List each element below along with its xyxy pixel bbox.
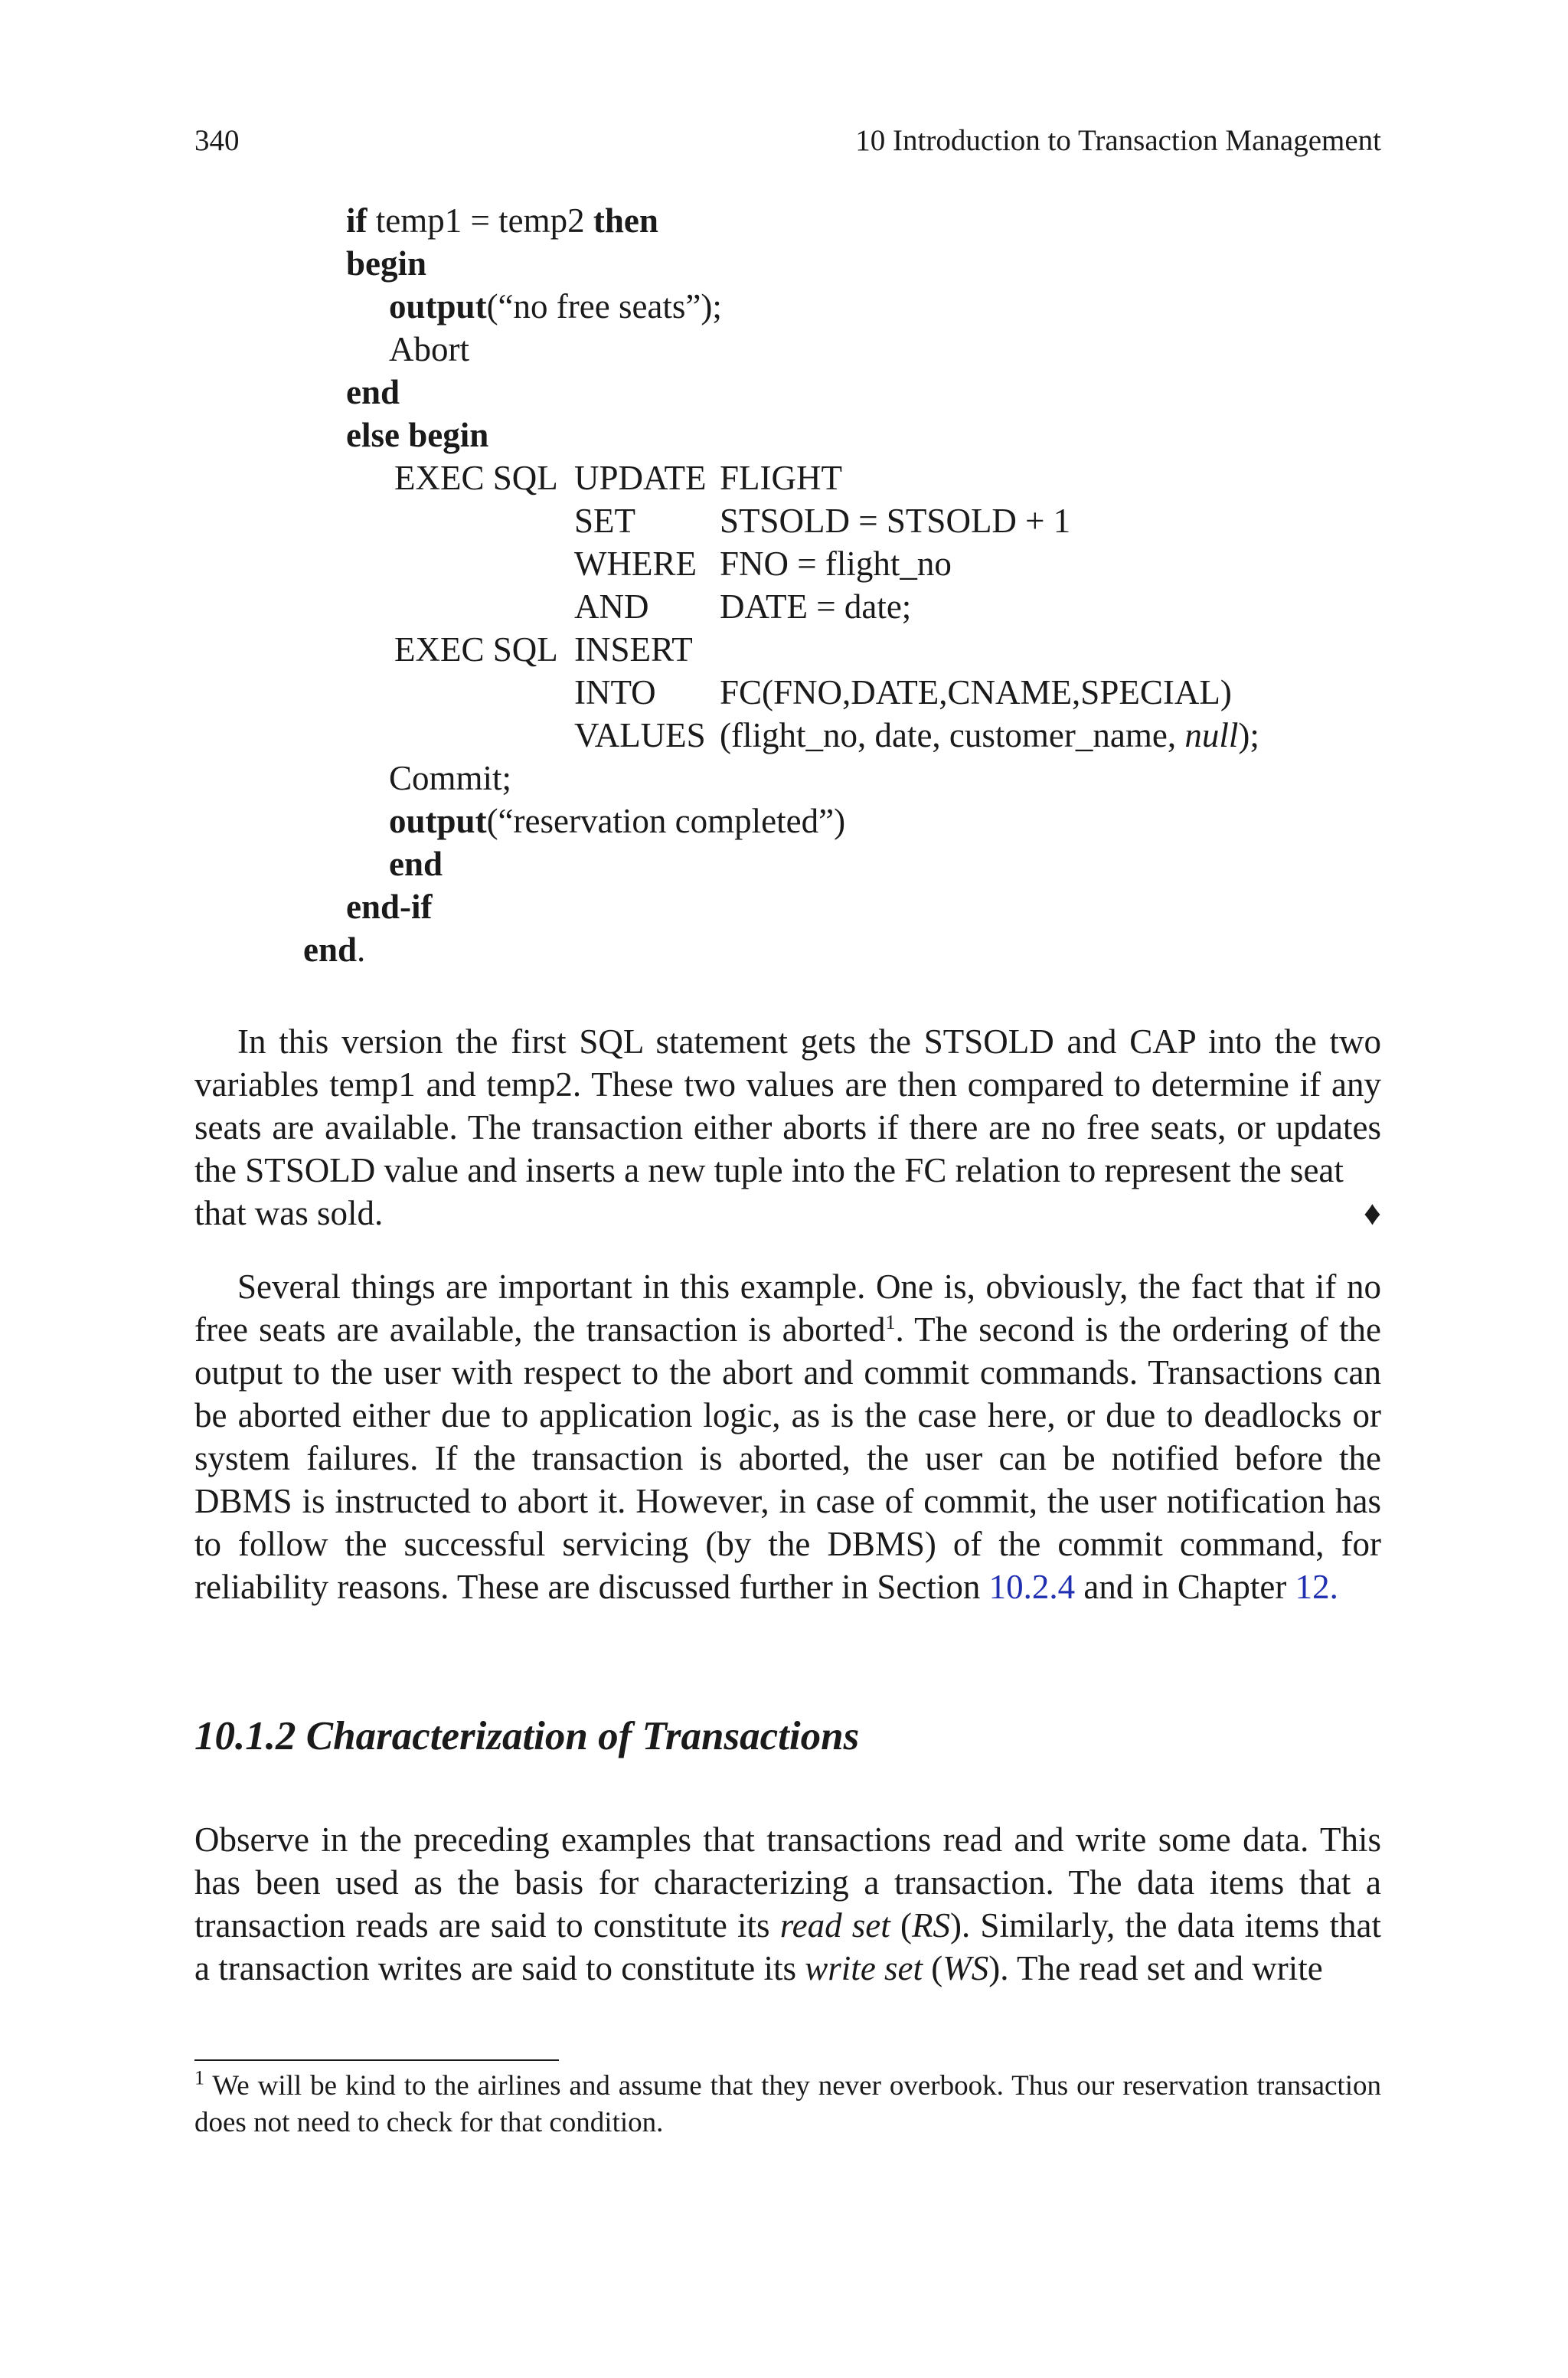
code-token: STSOLD = STSOLD + 1 bbox=[720, 502, 1071, 540]
code-line: end bbox=[346, 373, 400, 411]
code-token: WHERE bbox=[574, 545, 697, 583]
paragraph: Several things are important in this example. One is, obviously, the fact that if no free seats are available, the transaction is aborted$^1$. The second is the ordering of the output to the user with respect to the abort and commit commands. Transactions can be aborted either due to application logic, as is the case here, or due to deadlocks or system failures. If the transaction is aborted, the user can be notified before the DBMS is instructed to abort it. However, in case of commit, the user notification has to follow the successful servicing (by the DBMS) of the commit command, for reliability reasons. These are discussed further in Section 10.2.4 and in Chapter 12. bbox=[194, 1268, 1381, 1606]
code-line: output(“no free seats”); bbox=[389, 287, 722, 325]
paragraph: In this version the first SQL statement gets the STSOLD and CAP into the two variables temp1 and temp2. These two values are then compared to determine if any seats are available. The transaction either aborts if there are no free seats, or updates the STSOLD value and inserts a new tuple into the FC relation to represent the seat that was sold. ♦ bbox=[194, 1020, 1381, 1235]
code-line: Abort bbox=[389, 330, 469, 368]
code-token: UPDATE bbox=[574, 459, 707, 497]
chapter-link[interactable]: 12. bbox=[1295, 1568, 1338, 1606]
code-line: else begin bbox=[346, 416, 489, 454]
code-token: VALUES bbox=[574, 716, 706, 754]
code-token: INTO bbox=[574, 673, 656, 711]
end-of-example-icon: ♦ bbox=[1364, 1194, 1381, 1232]
code-token: FNO = flight_no bbox=[720, 545, 952, 583]
code-token: FC(FNO,DATE,CNAME,SPECIAL) bbox=[720, 673, 1232, 711]
section-heading: 10.1.2 Characterization of Transactions bbox=[194, 1714, 860, 1758]
code-token: (flight_no, date, customer_name, null); bbox=[720, 716, 1259, 754]
section-link[interactable]: 10.2.4 bbox=[988, 1568, 1076, 1606]
code-token: AND bbox=[574, 587, 649, 626]
code-line: output(“reservation completed”) bbox=[389, 802, 846, 840]
code-line: end. bbox=[303, 931, 366, 969]
page-number: 340 bbox=[194, 124, 240, 157]
code-line: end bbox=[389, 845, 443, 883]
code-token: EXEC SQL bbox=[394, 630, 558, 669]
footnote: $^1$ We will be kind to the airlines and assume that they never overbook. Thus our reservation transaction does not need to check for that condition. bbox=[194, 2066, 1381, 2138]
code-line: begin bbox=[346, 244, 427, 283]
code-token: EXEC SQL bbox=[394, 459, 558, 497]
code-token: FLIGHT bbox=[720, 459, 842, 497]
footnote-number: 1 bbox=[194, 2066, 204, 2089]
code-line: end-if bbox=[346, 888, 433, 926]
footnote-rule bbox=[194, 2059, 559, 2061]
code-line: Commit; bbox=[389, 759, 512, 797]
code-token: SET bbox=[574, 502, 636, 540]
code-token: DATE = date; bbox=[720, 587, 912, 626]
paragraph: Observe in the preceding examples that transactions read and write some data. This has been used as the basis for characterizing a transaction. The data items that a transaction reads are said to constitute its read set (RS). Similarly, the data items that a transaction writes are said to constitute its write set (WS). The read set and write bbox=[194, 1820, 1381, 1987]
code-line: if temp1 = temp2 then bbox=[346, 201, 658, 240]
running-title: 10 Introduction to Transaction Management bbox=[855, 124, 1381, 157]
footnote-marker[interactable]: 1 bbox=[885, 1311, 896, 1333]
code-token: INSERT bbox=[574, 630, 693, 669]
